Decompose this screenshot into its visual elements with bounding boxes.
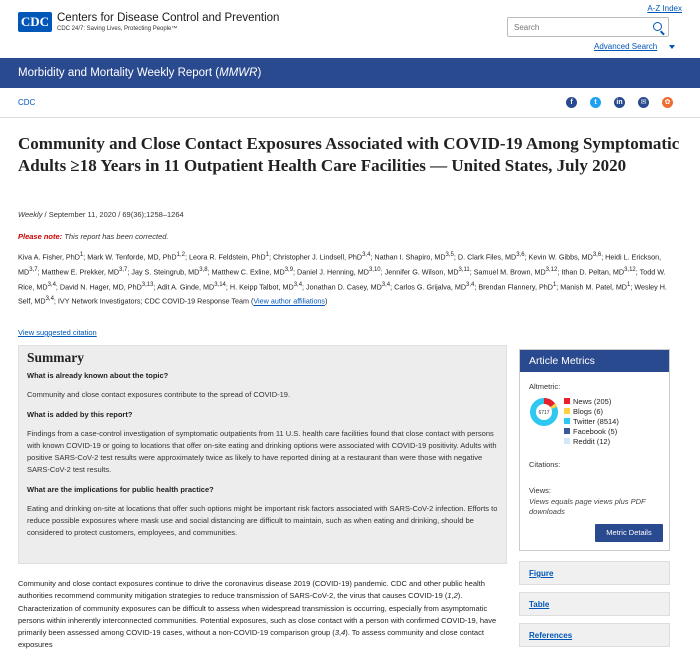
legend-item[interactable]: [564, 396, 619, 406]
legend-item[interactable]: [564, 436, 619, 446]
legend-swatch: [564, 408, 570, 414]
altmetric-donut[interactable]: [529, 397, 559, 427]
legend-label: Twitter (8514): [573, 416, 619, 426]
article-metrics-panel: [519, 349, 670, 551]
view-author-affiliations-link[interactable]: View author affiliations: [253, 296, 326, 306]
sidebar-item-table[interactable]: [519, 592, 670, 616]
banner-title-prefix: Morbidity and Mortality Weekly Report (: [18, 67, 220, 79]
summary-question: What are the implications for public health practice?: [27, 485, 214, 494]
meta-date: / September 11, 2020 / 69(36);1258–1264: [42, 210, 184, 219]
twitter-icon[interactable]: t: [590, 97, 601, 108]
author-list: Kiva A. Fisher, PhD$^1$; Mark W. Tenforde, MD, PhD$^{1,2}$; Leora R. Feldstein, PhD$^1$; Christopher J. Lindsell, PhD$^{3,4}$; Nathan I. Shapiro, MD$^{3,5}$; D. Clark Files, MD$^{3,6}$; Kevin W. Gibbs, MD$^{3,6}$; Heidi L. Erickson, MD$^{3,7}$; Matthew E. Prekker, MD$^{3,7}$; Jay S. Steingrub, MD$^{3,8}$; Matthew C. Exline, MD$^{3,9}$; Daniel J. Henning, MD$^{3,10}$; Jennifer G. Wilson, MD$^{3,11}$; Samuel M. Brown, MD$^{3,12}$; Ithan D. Peltan, MD$^{3,12}$; Todd W. Rice, MD$^{3,4}$; David N. Hager, MD, PhD$^{3,13}$; Adit A. Ginde, MD$^{3,14}$; H. Keipp Talbot, MD$^{3,4}$; Jonathan D. Casey, MD$^{3,4}$; Carlos G. Grijalva, MD$^{3,4}$; Brendan Flannery, PhD$^1$; Manish M. Patel, $MD^1$; Wesley H. Self, MD$^{3,4}$; IVY Network Investigators; CDC COVID-19 Response Team (View author affiliations): [18, 252, 667, 306]
metric-details-button[interactable]: Metric Details: [595, 524, 663, 542]
sidebar-item-label: References: [529, 631, 573, 640]
legend-item[interactable]: [564, 426, 619, 436]
altmetric-score: 6717: [538, 410, 550, 416]
breadcrumb-bar: [0, 88, 700, 118]
summary-question: What is already known about the topic?: [27, 371, 169, 380]
article-meta: [18, 210, 184, 219]
syndicate-icon[interactable]: ✿: [662, 97, 673, 108]
sidebar-item-label: Table: [529, 600, 550, 609]
sidebar-item-label: Figure: [529, 569, 554, 578]
legend-swatch: [564, 418, 570, 424]
breadcrumb-cdc[interactable]: CDC: [18, 98, 36, 107]
legend-item[interactable]: [564, 406, 619, 416]
chevron-down-icon[interactable]: [669, 45, 675, 49]
org-tagline: CDC 24/7: Saving Lives, Protecting People™: [57, 26, 178, 32]
article-body: Community and close contact exposures continue to drive the coronavirus disease 2019 (COVID-19) pandemic. CDC and other public health authorities recommend community mitigation strategies to reduce transmission of SARS-CoV-2, the virus that causes COVID-19 (1,2). Characterization of community exposures can be difficult to assess when widespread transmission is occurring, especially from asymptomatic persons within inherently interconnected communities. Potential exposures, such as close contact with a person with confirmed COVID-19, have primarily been assessed among COVID-19 cases, without a non-COVID-19 comparison group (3,4). To assess community and close contact exposures: [18, 579, 497, 650]
search-box: [507, 17, 669, 37]
views-label: Views:: [529, 486, 551, 495]
banner-title-italic: MMWR: [219, 67, 258, 79]
advanced-search-link[interactable]: Advanced Search: [594, 42, 658, 51]
summary-answer: Findings from a case-control investigation of symptomatic outpatients from 11 U.S. health care facilities found that close contact with persons with known COVID-19 or going to locations that offer on-site eating and drinking options were associated with COVID-19 positivity. Adults with positive SARS-CoV-2 test results were approximately twice as likely to have reported dining at a restaurant than were those with negative SARS-CoV-2 test results.: [27, 429, 497, 474]
metrics-heading: Article Metrics: [520, 350, 669, 372]
summary-answer: Eating and drinking on-site at locations that offer such options might be important risk factors associated with SARS-CoV-2 infection. Efforts to reduce possible exposures where mask use and social distancing are difficult to maintain, such as when eating and drinking, should be considered to protect customers, employees, and communities.: [27, 504, 498, 537]
altmetric-label: Altmetric:: [529, 382, 561, 391]
altmetric-legend: [564, 396, 619, 446]
view-citation-link[interactable]: View suggested citation: [18, 328, 97, 337]
legend-swatch: [564, 428, 570, 434]
page-title: Community and Close Contact Exposures Associated with COVID-19 Among Symptomatic Adults ≥18 Years in 11 Outpatient Health Care Facilities — United States, July 2020: [18, 134, 680, 175]
views-description: Views equals page views plus PDF downloads: [529, 497, 646, 516]
site-header: [0, 0, 700, 58]
legend-label: News (205): [573, 396, 612, 406]
cdc-logo[interactable]: CDC: [18, 12, 52, 32]
summary-box: [18, 345, 507, 564]
summary-heading: Summary: [27, 350, 84, 365]
legend-label: Blogs (6): [573, 406, 604, 416]
search-icon[interactable]: [653, 22, 662, 31]
note-text: This report has been corrected.: [62, 232, 169, 241]
meta-weekly: Weekly: [18, 210, 43, 219]
org-name[interactable]: Centers for Disease Control and Prevention: [57, 12, 280, 24]
summary-question: What is added by this report?: [27, 410, 133, 419]
mmwr-banner[interactable]: [0, 58, 700, 88]
correction-note: [18, 232, 169, 241]
sidebar-item-figure[interactable]: [519, 561, 670, 585]
legend-swatch: [564, 438, 570, 444]
legend-swatch: [564, 398, 570, 404]
sidebar-item-references[interactable]: [519, 623, 670, 647]
legend-label: Reddit (12): [573, 436, 611, 446]
banner-title-suffix: ): [257, 67, 262, 79]
az-index-link[interactable]: A-Z Index: [647, 4, 682, 13]
linkedin-icon[interactable]: in: [614, 97, 625, 108]
legend-label: Facebook (5): [573, 426, 618, 436]
facebook-icon[interactable]: f: [566, 97, 577, 108]
legend-item[interactable]: [564, 416, 619, 426]
note-label: Please note:: [18, 232, 63, 241]
search-input[interactable]: [508, 18, 643, 36]
citations-label: Citations:: [529, 460, 561, 469]
summary-answer: Community and close contact exposures contribute to the spread of COVID-19.: [27, 390, 291, 399]
email-icon[interactable]: ✉: [638, 97, 649, 108]
